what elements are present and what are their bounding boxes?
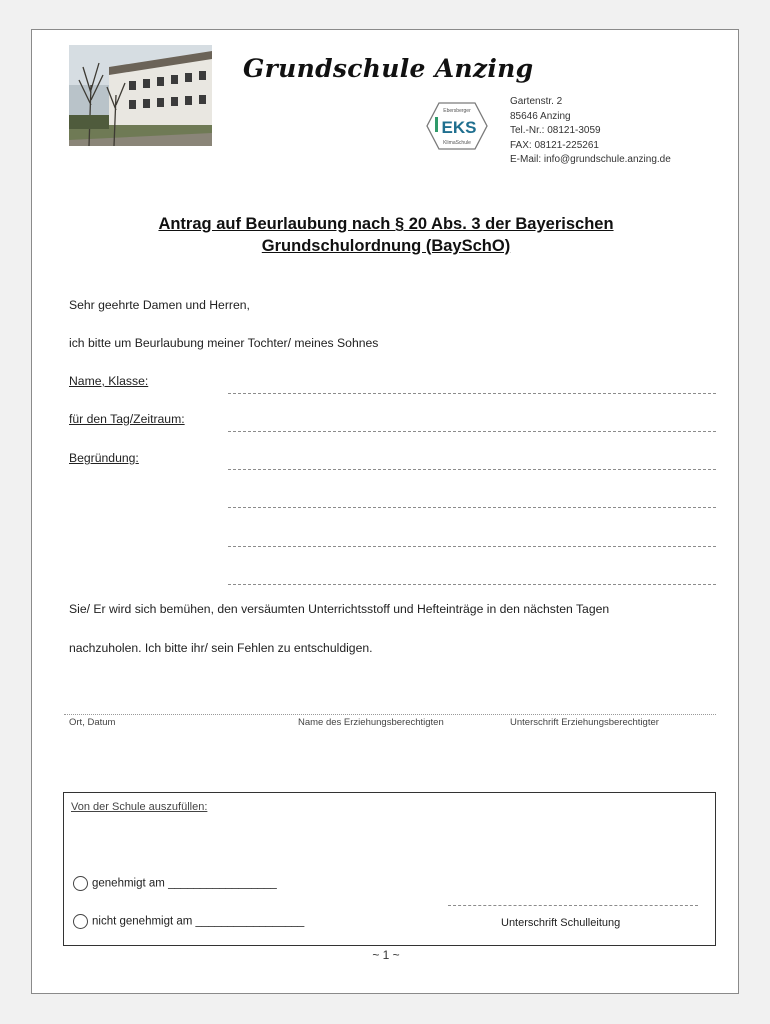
request-text: ich bitte um Beurlaubung meiner Tochter/ meines Sohnes [69, 336, 379, 350]
guardian-name-label: Name des Erziehungsberechtigten [298, 717, 444, 728]
approved-row [73, 876, 277, 891]
address-city: 85646 Anzing [510, 110, 571, 122]
svg-text:KlimaSchule: KlimaSchule [443, 140, 471, 146]
school-building-photo [69, 45, 212, 146]
svg-text:Ebersberger: Ebersberger [443, 108, 471, 114]
name-class-line[interactable] [228, 393, 716, 394]
not-approved-row [73, 914, 304, 929]
signature-line[interactable] [64, 714, 716, 715]
address-phone: Tel.-Nr.: 08121-3059 [510, 125, 601, 137]
not-approved-radio[interactable] [73, 914, 88, 929]
address-street: Gartenstr. 2 [510, 96, 563, 107]
school-name: Grundschule Anzing [243, 54, 534, 83]
closing-line-1: Sie/ Er wird sich bemühen, den versäumten Unterrichtsstoff und Hefteinträge in den nächsten Tagen [69, 602, 610, 616]
address-email: E-Mail: info@grundschule.anzing.de [510, 154, 671, 166]
not-approved-label: nicht genehmigt am _________________ [92, 915, 305, 928]
period-label: für den Tag/Zeitraum: [69, 412, 185, 426]
school-use-box [63, 792, 716, 946]
form-title-line2: Grundschulordnung (BaySchO) [261, 237, 511, 255]
address-fax: FAX: 08121-225261 [510, 139, 599, 151]
reason-line-4[interactable] [228, 584, 716, 585]
form-title [32, 213, 740, 257]
principal-signature-line[interactable] [448, 905, 698, 906]
reason-line-1[interactable] [228, 469, 716, 470]
reason-line-3[interactable] [228, 546, 716, 547]
principal-signature-label: Unterschrift Schulleitung [501, 917, 621, 929]
reason-label: Begründung: [69, 451, 139, 465]
form-title-line1: Antrag auf Beurlaubung nach § 20 Abs. 3 der Bayerischen [158, 215, 614, 233]
place-date-label: Ort, Datum [69, 717, 116, 728]
eks-logo [425, 100, 489, 152]
reason-line-2[interactable] [228, 507, 716, 508]
svg-text:EKS: EKS [441, 118, 477, 137]
closing-line-2: nachzuholen. Ich bitte ihr/ sein Fehlen zu entschuldigen. [69, 641, 373, 655]
period-line[interactable] [228, 431, 716, 432]
document-page [31, 29, 739, 994]
approved-label: genehmigt am _________________ [92, 877, 277, 890]
name-class-label: Name, Klasse: [69, 374, 149, 388]
approved-radio[interactable] [73, 876, 88, 891]
guardian-signature-label: Unterschrift Erziehungsberechtigter [510, 717, 659, 728]
page-number: ~ 1 ~ [372, 948, 400, 962]
school-address [510, 95, 671, 168]
salutation: Sehr geehrte Damen und Herren, [69, 298, 250, 312]
school-use-heading: Von der Schule auszufüllen: [71, 801, 208, 813]
